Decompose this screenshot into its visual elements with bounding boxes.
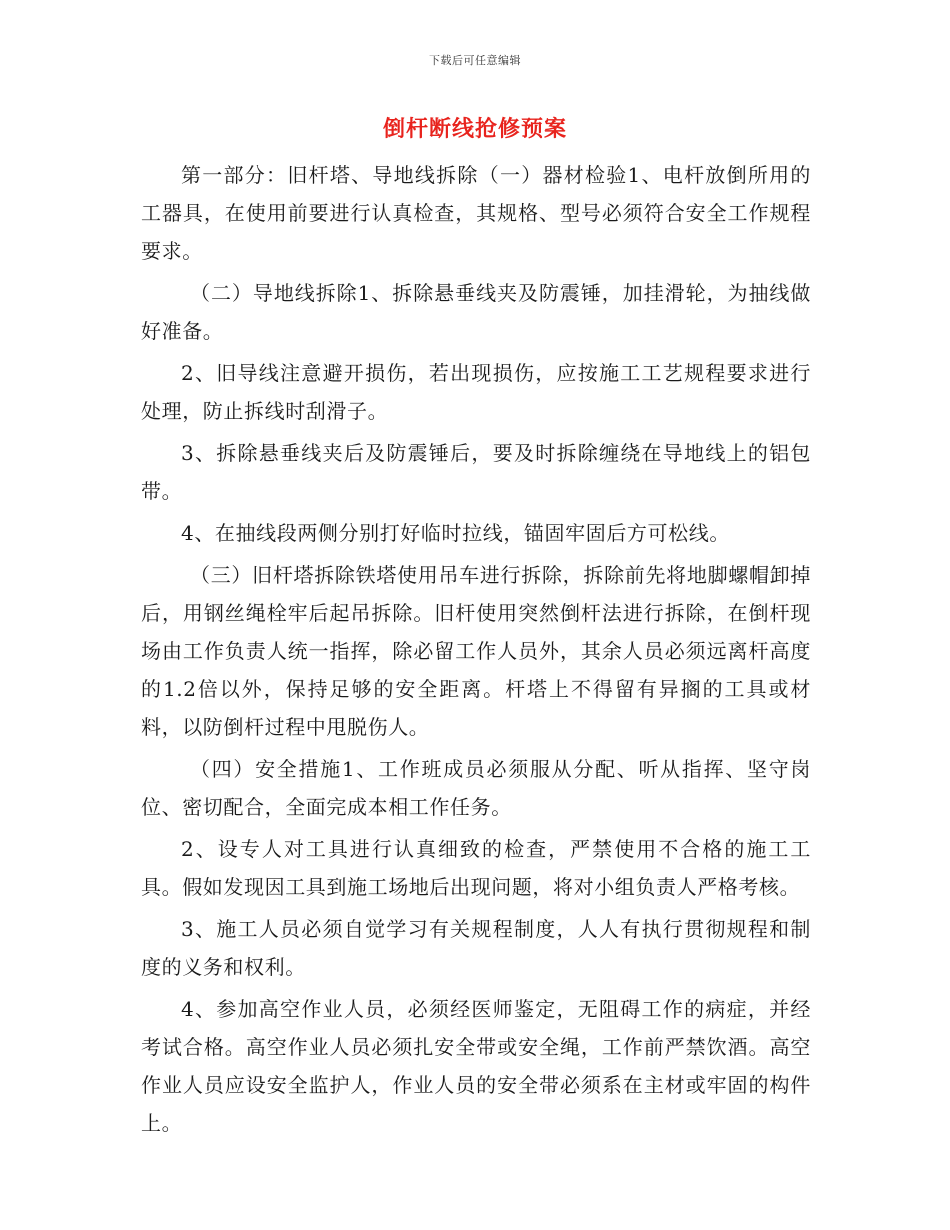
paragraph-section-two: （二）导地线拆除1、拆除悬垂线夹及防震锤，加挂滑轮，为抽线做好准备。 xyxy=(141,281,811,343)
header-note: 下载后可任意编辑 xyxy=(429,54,521,67)
paragraph-item-2: 2、旧导线注意避开损伤，若出现损伤，应按施工工艺规程要求进行处理，防止拆线时刮滑子。 xyxy=(141,361,811,423)
paragraph-safety-item-4: 4、参加高空作业人员，必须经医师鉴定，无阻碍工作的病症，并经考试合格。高空作业人员必须扎安全带或安全绳，工作前严禁饮酒。高空作业人员应设安全监护人，作业人员的安全带必须系在主材或牢固的构件上。 xyxy=(141,997,811,1135)
document-title: 倒杆断线抢修预案 xyxy=(382,116,567,142)
paragraph-section-four: （四）安全措施1、工作班成员必须服从分配、听从指挥、坚守岗位、密切配合，全面完成本相工作任务。 xyxy=(141,757,811,819)
document-body xyxy=(141,156,811,1146)
paragraph-item-4: 4、在抽线段两侧分别打好临时拉线，锚固牢固后方可松线。 xyxy=(181,521,730,545)
paragraph-part-one: 第一部分：旧杆塔、导地线拆除（一）器材检验1、电杆放倒所用的工器具，在使用前要进行认真检查，其规格、型号必须符合安全工作规程要求。 xyxy=(141,163,811,263)
paragraph-safety-item-2: 2、设专人对工具进行认真细致的检查，严禁使用不合格的施工工具。假如发现因工具到施工场地后出现问题，将对小组负责人严格考核。 xyxy=(141,837,811,899)
paragraph-section-three: （三）旧杆塔拆除铁塔使用吊车进行拆除，拆除前先将地脚螺帽卸掉后，用钢丝绳栓牢后起吊拆除。旧杆使用突然倒杆法进行拆除，在倒杆现场由工作负责人统一指挥，除必留工作人员外，其余人员必须远离杆高度的1.2倍以外，保持足够的安全距离。杆塔上不得留有异搁的工具或材料，以防倒杆过程中甩脱伤人。 xyxy=(141,563,811,739)
paragraph-safety-item-3: 3、施工人员必须自觉学习有关规程制度，人人有执行贯彻规程和制度的义务和权利。 xyxy=(141,917,811,979)
paragraph-item-3: 3、拆除悬垂线夹后及防震锤后，要及时拆除缠绕在导地线上的铝包带。 xyxy=(141,441,811,503)
